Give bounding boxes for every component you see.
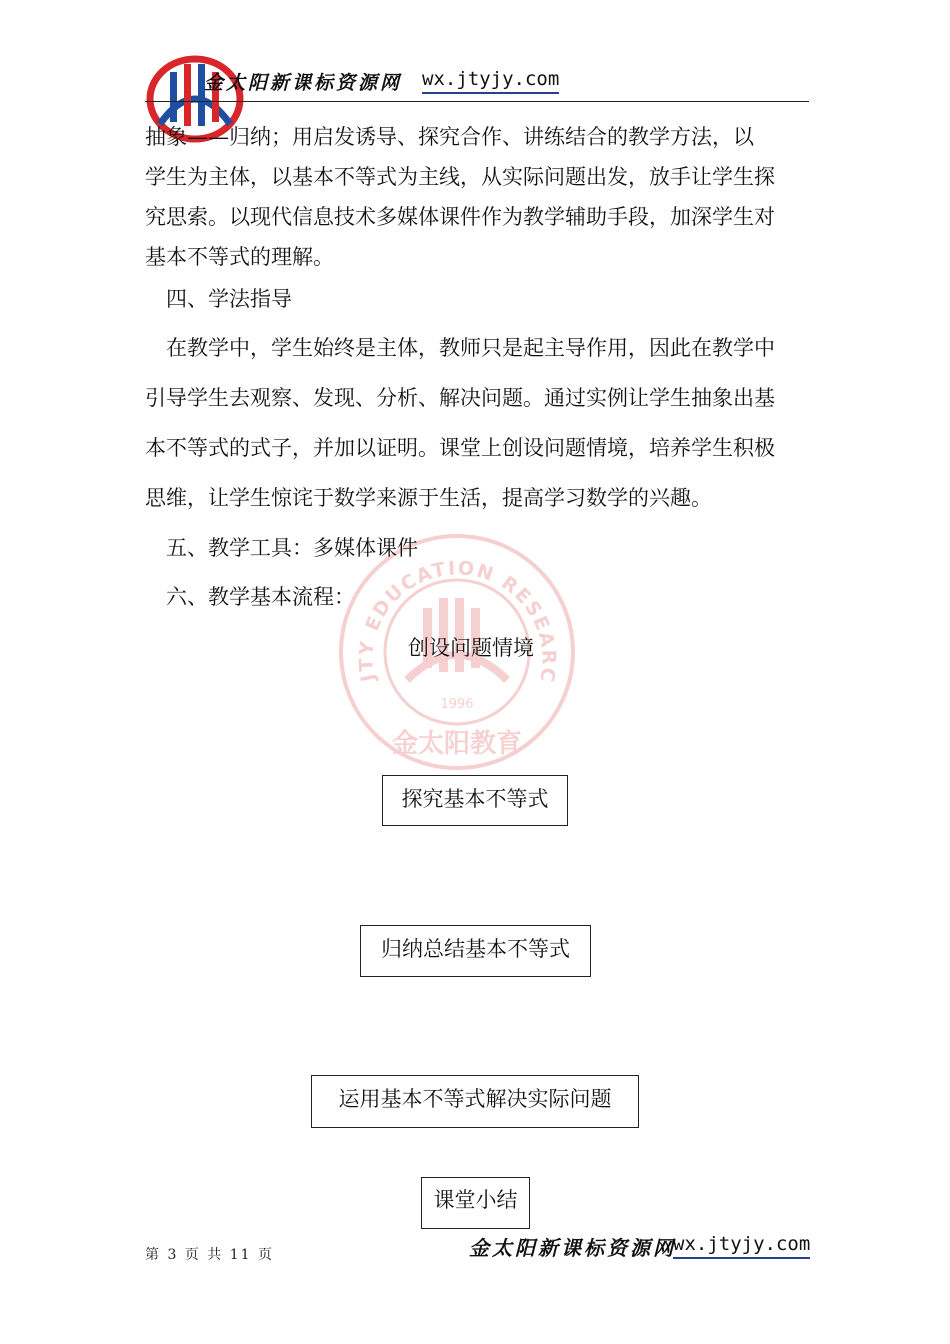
flow-step-4: 运用基本不等式解决实际问题 xyxy=(311,1075,639,1128)
section4-line-1: 在教学中，学生始终是主体，教师只是起主导作用，因此在教学中 xyxy=(166,336,775,360)
header-brand-url[interactable]: wx.jtyjy.com xyxy=(422,68,559,94)
header-brand-cn: 金太阳新课标资源网 xyxy=(204,72,403,94)
footer-page-info: 第 3 页 共 11 页 xyxy=(145,1247,274,1263)
flow-step-3: 归纳总结基本不等式 xyxy=(360,925,591,977)
body-line-2: 学生为主体，以基本不等式为主线，从实际问题出发，放手让学生探 xyxy=(145,165,775,189)
body-line-4: 基本不等式的理解。 xyxy=(145,245,334,269)
body-line-1: 抽象——归纳；用启发诱导、探究合作、讲练结合的教学方法，以 xyxy=(145,125,754,149)
header-rule xyxy=(145,101,809,102)
flow-step-2: 探究基本不等式 xyxy=(382,775,568,826)
watermark-cn: 金太阳教育 xyxy=(391,729,523,759)
section4-line-4: 思维，让学生惊诧于数学来源于生活，提高学习数学的兴趣。 xyxy=(145,486,712,510)
flow-step-1: 创设问题情境 xyxy=(408,636,534,660)
section4-heading: 四、学法指导 xyxy=(166,287,292,311)
body-line-3: 究思索。以现代信息技术多媒体课件作为教学辅助手段，加深学生对 xyxy=(145,205,775,229)
watermark-ring-text: JTY EDUCATION RESEARC xyxy=(355,557,560,686)
footer-brand-cn: 金太阳新课标资源网 xyxy=(469,1236,676,1260)
section6-heading: 六、教学基本流程： xyxy=(166,585,355,609)
section5-heading: 五、教学工具：多媒体课件 xyxy=(166,536,418,560)
watermark-year: 1996 xyxy=(440,697,474,712)
section4-line-2: 引导学生去观察、发现、分析、解决问题。通过实例让学生抽象出基 xyxy=(145,386,775,410)
flow-step-5: 课堂小结 xyxy=(421,1177,530,1229)
section4-line-3: 本不等式的式子，并加以证明。课堂上创设问题情境，培养学生积极 xyxy=(145,436,775,460)
footer-brand-url[interactable]: wx.jtyjy.com xyxy=(673,1233,810,1259)
